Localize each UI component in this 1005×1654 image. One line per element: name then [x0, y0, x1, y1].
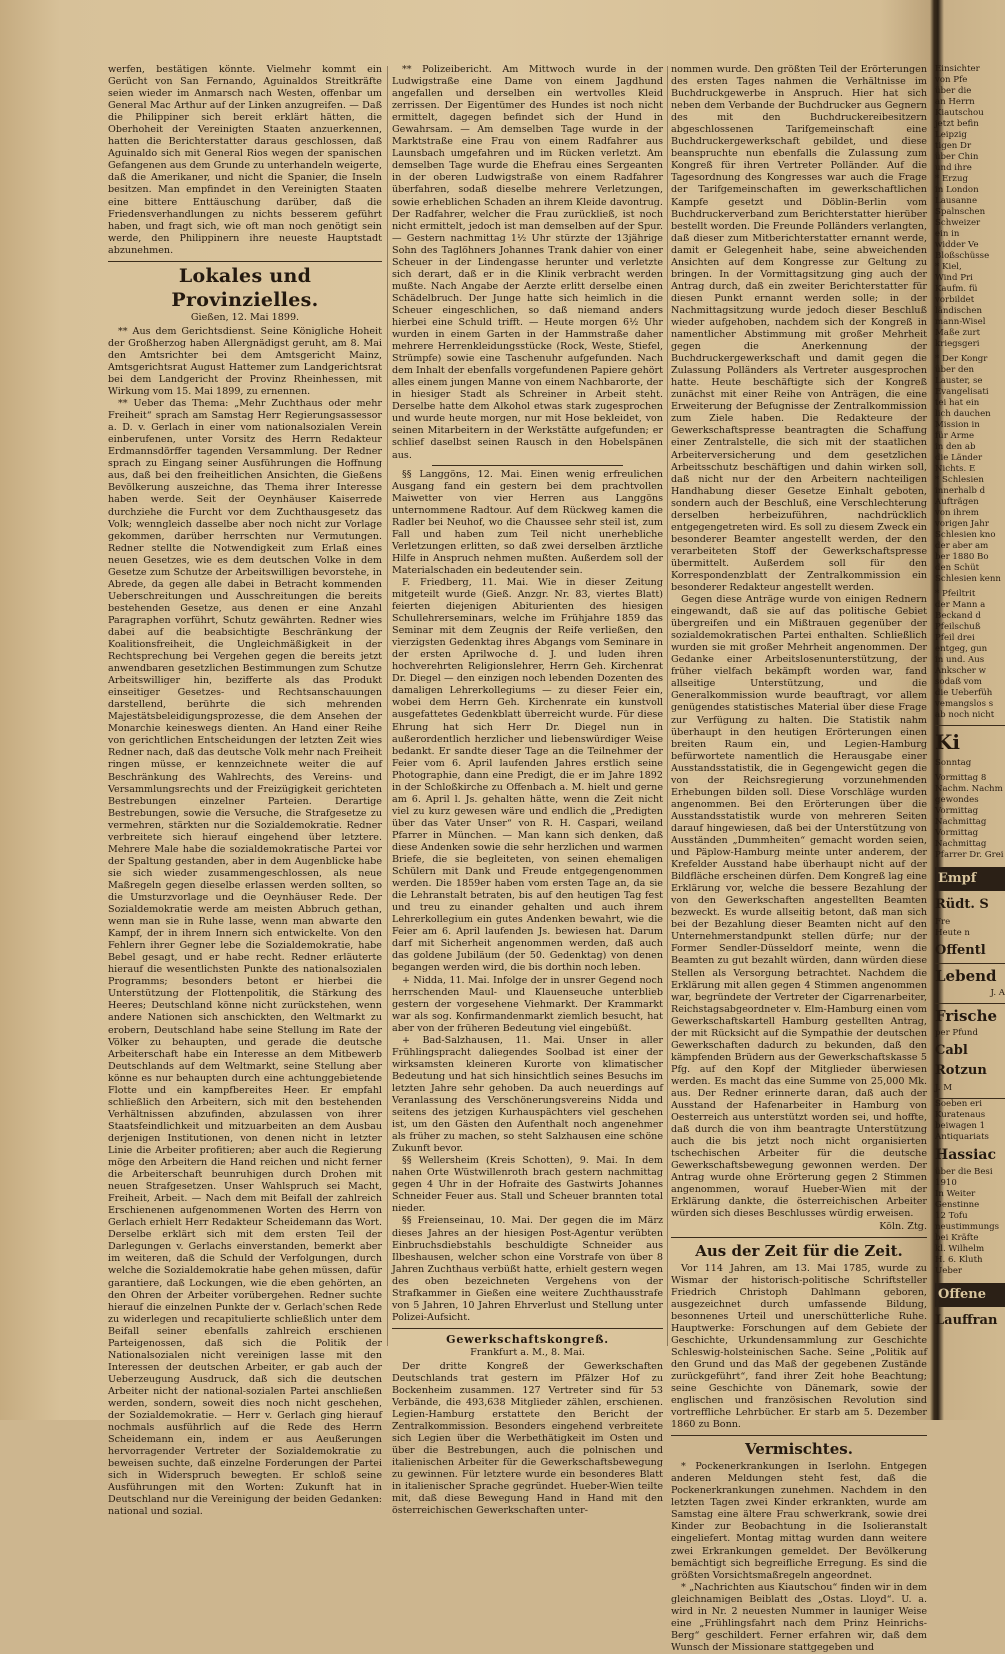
section-heading-local: Lokales und Provinzielles. [171, 264, 319, 311]
fragment-line: * Der Kongr [935, 354, 988, 364]
fragment-line: Mission in [935, 420, 980, 430]
article-kiautschou: * „Nachrichten aus Kiautschou“ finden wir in dem gleichnamigen Beiblatt des „Ostas. Lloyd“. U. a. wird in Nr. 2 neuesten Nummer in launiger Weise eine „Frühlingsfahrt nach dem Prinz Heinrichs-Berg“ geschildert. Ferner erfahren wir, daß dem Wunsch der Missionare stattgegeben und [671, 1581, 927, 1653]
fragment-line: lich dauchen [935, 409, 991, 419]
masthead-sub-fragment: Sonntag [935, 758, 972, 768]
fragment-line: Kuratenaus [935, 1110, 986, 1120]
fragment-line: * Kiel, [935, 262, 962, 272]
ad-fragment: Lebend [935, 967, 997, 985]
dateline-giessen: Gießen, 12. Mai 1899. [190, 311, 300, 323]
fragment-line: Nachmittag [935, 839, 987, 849]
article-nidda: + Nidda, 11. Mai. Infolge der in unsrer Gegend noch herrschenden Maul- und Klauenseuche unterblieb gestern der vorgesehene Viehmarkt. Der Krammarkt war als sog. Konfirmandenmarkt ziemlich besucht, hat aber von der früheren Bedeutung viel eingebüßt. [392, 974, 663, 1034]
article-gewerkschaftskongress-part2: Gegen diese Anträge wurde von einigen Rednern eingewandt, daß sie auf das politische Gebiet übergreifen und ein Mißtrauen gegenüber der sozialdemokratischen Partei enthalten. Schließlich wurden sie mit großer Mehrheit angenommen. Der Gedanke einer Arbeitslosenunterstützung, der früher vielfach bekämpft worden war, fand allseitige Unterstützung, und die Generalkommission wurde beauftragt, vor allem genügendes statistisches Material über diese Frage zur Verfügung zu halten. Die Statistik nahm überhaupt in den heutigen Erörterungen einen breiten Raum ein, und Legien-Hamburg befürwortete namentlich die Herausgabe einer Ausstandsstatistik, die in Gegengewicht gegen die von der Reichsregierung vorzunehmenden Erhebungen bilden soll. Diese Vorschläge wurden angenommen. Bei den Erörterungen über die Ausstandsstatistik wurde von mehreren Seiten darauf hingewiesen, daß bei der Unterstützung von Ausständen „Dummheiten“ gemacht worden seien, und Päplow-Hamburg meinte unter anderem, der Krefelder Ausstand habe überhaupt nicht auf der Bildfläche erscheinen dürfen. Dem Kongreß lag eine Erklärung vor, welche die bessere Bezahlung der von den Gewerkschaften angestellten Beamten bezweckt. Es wurde allseitig betont, daß man sich bei der Bezahlung dieser Beamten nicht auf den Unternehmerstandpunkt stellen dürfe; nur der Former Sendler-Düsseldorf meinte, wenn die Beamten zu gut bezahlt würden, dann würden diese Stellen als Versorgung betrachtet. Nachdem die Erklärung mit allen gegen 4 Stimmen angenommen war, begründete der Vertreter der Cigarrenarbeiter, Reichstagsabgeordneter v. Elm-Hamburg einen vom Gewerkschaftskartell Hamburg gestellten Antrag, der mit Rücksicht auf die Sympathie der deutschen Gewerkschaften dadurch zu bekunden, daß den kämpfenden Brüdern aus der Gewerkschaftskasse 5 Pfg. auf den Kopf der Mitglieder überwiesen werden. Es macht das eine Summe von 25,000 Mk. aus. Der Redner erinnerte daran, daß auch der Ausstand der Hafenarbeiter in Hamburg von Oesterreich aus unterstützt worden sei, und hoffte, daß durch die von ihm beantragte Unterstützung auch die bis jetzt noch nicht organisierten tschechischen Arbeiter für die deutsche Gewerkschaftsbewegung gewonnen werden. Der Antrag wurde ohne Erörterung gegen 2 Stimmen angenommen, worauf Hueber-Wien mit der Erklärung dankte, die österreichischen Arbeiter würden sich dieses Beschlusses würdig erweisen. [671, 594, 927, 1220]
fragment-line: ländischen [935, 306, 983, 316]
fragment-line: Genstinne [935, 1200, 980, 1210]
section-heading-gewerkschaftskongress: Gewerkschaftskongreß. [446, 1332, 609, 1346]
fragment-line: In Weiter [935, 1189, 976, 1199]
fragment-line: * Schlesien [935, 475, 984, 485]
fragment-line: bei Kräfte [935, 1233, 979, 1243]
ad-fragment: Frische [935, 1007, 998, 1025]
fragment-line: von ihrem [935, 508, 979, 518]
fragment-line: kriegsgeri [935, 339, 980, 349]
fragment-line: 12 Tofu [935, 1211, 968, 1221]
fragment-line: Schweizer [935, 218, 981, 228]
fragment-line: den Schüt [935, 563, 980, 573]
fragment-line: Kiautschou [935, 108, 984, 118]
fragment-line: Lauster, se [935, 376, 983, 386]
fragment-line: Vormittag [935, 828, 979, 838]
fragment-line: Maße zurt [935, 328, 981, 338]
fragment-line: * Pfeiltrit [935, 589, 976, 599]
section-rule [935, 1003, 1005, 1004]
fragment-line: Wind Pri [935, 273, 973, 283]
fragment-lines [935, 64, 1005, 350]
fragment-line: Nachmittag [935, 817, 987, 827]
fragment-line: Lausanne [935, 196, 978, 206]
fragment-line: innerhalb d [935, 486, 986, 496]
fragment-line: Vormittag 8 [935, 773, 987, 783]
article-gewerkschaftskongress-continued: nommen wurde. Den größten Teil der Erörterungen des ersten Tages nahmen die Verhältnisse im Buchdruckgewerbe in Anspruch. Hier hat sich neben dem Verbande der Buchdrucker aus Gegnern des mit den Buchdruckereibesitzern abgeschlossenen Tarifgemeinschaft eine Buchdruckergewerkschaft gebildet, und diese beanspruchte nun ebenfalls die Zulassung zum Kongreß für ihren Vertreter Polländer. Auf die Tagesordnung des Kongresses war auch die Frage der Tarifgemeinschaften im gewerkschaftlichen Kampfe gesetzt und Döblin-Berlin vom Buchdruckerverband zum Berichterstatter hierüber bestellt worden. Die Freunde Polländers verlangten, daß dieser zum Mitberichterstatter ernannt werde, damit er Gelegenheit habe, seine abweichenden Ansichten auf dem Kongresse zur Geltung zu bringen. In der Vormittagsitzung ging auch der Antrag durch, daß ein zweiter Berichterstatter für diesen Punkt ernannt werden solle; in der Nachmittagsitzung wurde jedoch dieser Beschluß wieder aufgehoben, nachdem sich der Kongreß in namentlicher Abstimmung mit großer Mehrheit gegen die Anerkennung der Buchdruckergewerkschaft und damit gegen die Zulassung Polländers als Vertreter ausgesprochen hatte. Heute beschäftigte sich der Kongreß zunächst mit einer Reihe von Anträgen, die eine Erweiterung der Befugnisse der Zentralkommission zum Ziele haben. Die Redakteure der Gewerkschaftspresse beantragten die Schaffung einer Zentralstelle, die sich mit der staatlichen Arbeiterversicherung und dem gesetzlichen Arbeitsschutz beschäftigen und dahin wirken soll, daß nicht nur der den Arbeitern nachteiligen Handhabung dieser Gesetze Einhalt geboten, sondern auch der Beschluß, eine Verschlechterung derselben herbeizuführen, nachdrücklich entgegengetreten wird. Es soll zu diesem Zweck ein besonderer Beamter angestellt werden, der den verarbeiteten Stoff der Gewerkschaftspresse übermittelt. Außerdem soll für den Korrespondenzblatt der Zentralkommission ein besonderer Redakteur angestellt werden. [671, 64, 927, 594]
fragment-line: 1910 [935, 1178, 957, 1188]
fragment-line: kl. Wilhelm [935, 1244, 985, 1254]
fragment-lines [935, 773, 1005, 861]
section-rule [935, 963, 1005, 964]
fragment-line: H. 6. Kluth [935, 1255, 983, 1265]
fragment-lines [935, 1099, 1005, 1143]
section-rule [935, 725, 1005, 726]
section-rule [671, 1237, 927, 1238]
fragment-line: in und. Aus [935, 655, 985, 665]
fragment-line: Bloßschüsse [935, 251, 990, 261]
article-pocken-iserlohn: * Pockenerkrankungen in Iserlohn. Entgegen anderen Meldungen steht fest, daß die Pockenerkrankungen zunehmen. Nachdem in den letzten Tagen zwei Kinder erkrankten, wurde am Samstag eine ältere Frau schwerkrank, sowie drei Kinder zur Beobachtung in die Isolieranstalt eingeliefert. Montag mittag wurden dann weitere zwei Erkrankungen gemeldet. Der Bevölkerung bemächtigt sich begreifliche Erregung. Es sind die größten Vorsichtsmaßregeln angeordnet. [671, 1461, 927, 1581]
fragment-line: Kaufm. fü [935, 284, 978, 294]
article-polizeibericht: ** Polizeibericht. Am Mittwoch wurde in der Ludwigstraße eine Dame von einem Jagdhund angefallen und derselben ein wertvolles Kleid zerrissen. Der Eigentümer des Hundes ist noch nicht ermittelt, dagegen befindet sich der Hund in Gewahrsam. — Am demselben Tage wurde in der Marktstraße eine Frau von einem Radfahrer aus Launsbach umgefahren und im Rücken verletzt. Am demselben Tage wurde die Ehefrau eines Sergeanten in der oberen Ludwigstraße von einem Radfahrer überfahren, sodaß dieselbe mehrere Verletzungen, sowie erheblichen Schaden an ihrem Kleide davontrug. Der Radfahrer, welcher die Frau zurückließ, ist noch nicht ermittelt, jedoch ist man demselben auf der Spur. — Gestern nachmittag 1½ Uhr stürzte der 13jährige Sohn des Taglöhners Johannes Trank dahier von einer Scheuer in der Lindengasse herunter und verletzte sich derart, daß er in die Klinik verbracht werden mußte. Nach Angabe der Aerzte erlitt derselbe einen Schädelbruch. Der Junge hatte sich heimlich in die Scheuer eingeschlichen, so daß niemand anders hierbei eine Schuld trifft. — Heute morgen 6½ Uhr wurden in einem Garten in der Hammstraße daher mehrere Herrenkleidungsstücke (Rock, Weste, Stiefel, Strümpfe) sowie eine Taschenuhr aufgefunden. Nach dem Inhalt der ebenfalls vorgefundenen Papiere gehört alles einem jungen Manne von einem Nachbarorte, der in hiesiger Stadt als Schreiner in Arbeit steht. Derselbe hatte dem Alkohol etwas stark zugesprochen und wurde heute morgen, nur mit Hose bekleidet, von seinen Mitarbeitern in der Werkstätte aufgefunden; er schlief daselbst seinen Rausch in den Hobelspänen aus. [392, 64, 663, 461]
fragment-line: Nichts. E [935, 464, 976, 474]
fragment-line: über Chin [935, 152, 979, 162]
ad-box-empf: Empf [935, 867, 1005, 891]
fragment-line: gewondes [935, 795, 979, 805]
fragment-line: von Pfe [935, 75, 968, 85]
fragment-lines [935, 354, 1005, 585]
fragment-line: Evangelisati [935, 387, 989, 397]
fragment-line: Soeben eri [935, 1099, 982, 1109]
fragment-line: Pfeil drei [935, 633, 975, 643]
article-dahlmann: Vor 114 Jahren, am 13. Mai 1785, wurde zu Wismar der historisch-politische Schriftsteller Friedrich Christoph Dahlmann geboren, ausgezeichnet durch umfassende Bildung, besonnenes Urteil und unerschütterliche Ruhe. Hauptwerke: Forschungen auf dem Gebiete der Geschichte, Urkundensammlung zur Geschichte Schleswig-holsteinischen Sache. Seine „Politik auf den Grund und das Maß der gegebenen Zustände zurückgeführt“, fand ihrer Zeit hohe Beachtung; seine Geschichte von Dänemark, sowie der englischen und französischen Revolution sind vortreffliche Lehrbücher. Er starb am 5. Dezember 1860 zu Bonn. [671, 1262, 927, 1431]
column-rule [387, 66, 388, 1346]
fragment-line: für Arme [935, 431, 975, 441]
column-1 [108, 64, 382, 1518]
fragment-line: entgeg, gun [935, 644, 988, 654]
masthead-fragment: Ki [935, 730, 960, 754]
article-rule [432, 465, 623, 466]
ad-fragment: per Pfund [935, 1028, 978, 1038]
fragment-line: ein in [935, 229, 960, 239]
fragment-line: an Herrn [935, 97, 975, 107]
fragment-line: Pfarrer Dr. Grei [935, 850, 1004, 860]
fragment-line: beiwagen 1 [935, 1121, 986, 1131]
fragment-line: Pfeilschuß [935, 622, 981, 632]
source-credit: Köln. Ztg. [879, 1220, 927, 1232]
ad-fragment: J. A [990, 988, 1005, 998]
fragment-line: jetzt befin [935, 119, 979, 129]
fragment-line: über die Besi [935, 1167, 993, 1177]
fragment-lines [935, 1167, 1005, 1277]
fragment-line: die Ueberfüh [935, 688, 993, 698]
column-2 [392, 64, 663, 1517]
fragment-line: Beckand d [935, 611, 981, 621]
column-3 [671, 64, 927, 1653]
ad-fragment: Fre [935, 917, 951, 927]
fragment-line: Nachm. Nachm [935, 784, 1003, 794]
ad-fragment: Lauffran [935, 1313, 998, 1328]
fragment-line: Aufträgen [935, 497, 979, 507]
fragment-line: widder Ve [935, 240, 979, 250]
section-rule [108, 261, 382, 262]
fragment-line: Schlesien kenn [935, 574, 1001, 584]
ad-fragment: Hassiac [935, 1147, 996, 1163]
fragment-line: mann-Wisel [935, 317, 986, 327]
fragment-line: in London [935, 185, 979, 195]
article-zuchthaus-freiheit: ** Ueber das Thema: „Mehr Zuchthaus oder mehr Freiheit“ sprach am Samstag Herr Regierungsassessor a. D. v. Gerlach in einer vom nationalsozialen Verein einberufenen, unter Vorsitz des Herrn Redakteur Erdmannsdörffer tagenden Versammlung. Der Redner sprach zu Eingang seiner Ausführungen die Hoffnung aus, daß bei den freiheitlichen Ansichten, die Gießens Bevölkerung auszeichne, das Thema ihrer Interesse haben werde. Seit der Oeynhäuser Kaiserrede durchziehe die Furcht vor dem Zuchthausgesetz das Volk; wenngleich dasselbe aber noch nicht zur Vorlage gekommen, darüber herrschten nur Vermutungen. Redner stellte die Notwendigkeit zum Erlaß eines neuen Gesetzes, wie es dem deutschen Volke in dem Gesetze zum Schutze der Arbeitswilligen bevorstehe, in Abrede, da gegen alle dabei in Betracht kommenden Ueberschreitungen und Ausschreitungen die bereits bestehenden Gesetze, aus denen er eine Anzahl Paragraphen vorführt, Schutz gewährten. Redner wies dabei auf die beabsichtigte Beschränkung der Koalitionsfreiheit, die Ungleichmäßigkeit in der Rechtsprechung bei Vergehen gegen die bereits jetzt anwendbaren gesetzlichen Bestimmungen zum Schutze Arbeitswilliger hin, bezifferte als das Produkt einseitiger Gesetzes- und Rechtsanschauungen darstellend, berührte die sich mehrenden Majestätsbeleidigungsprozesse, die dem Ansehen der Monarchie keineswegs dienten. An Hand einer Reihe von gerichtlichen Entscheidungen der letzten Zeit wies Redner nach, daß das deutsche Volk mehr nach Freiheit ringen müsse, er kennzeichnete weiter die auf Beschränkung des Wahlrechts, des Vereins- und Versammlungsrechts und der Freizügigkeit gerichteten Bestrebungen einzelner Parteien. Derartige Bestrebungen, sowie die Versuche, die Strafgesetze zu vermehren, stärkten nur die Sozialdemokratie. Redner verbreitete sich hierauf eingehend über letztere. Mehrere Male habe die sozialdemokratische Partei vor der Spaltung gestanden, aber in dem Augenblicke habe sie sich wieder zusammengeschlossen, als neue Maßregeln gegen dieselbe erlassen werden sollten, so die Umsturzvorlage und die Oeynhäuser Rede. Der Sozialdemokratie werde am meisten Abbruch gethan, wenn man sie in Ruhe lasse, wenn man abwarte den Kampf, der in ihrem Innern sich entwickelte. Von den Fehlern ihrer Gegner lebe die Sozialdemokratie, habe Bebel gesagt, und er habe recht. Redner erläuterte hierauf die wesentlichsten Punkte des nationalsozialen Programms; besonders betont er hierbei die Unterstützung der Flottenpolitik, die Stärkung des Heeres; Deutschland könne nicht zurückstehen, wenn andere Nationen sich anschickten, den Weltmarkt zu erobern, Deutschland habe seine Stellung im Rate der Völker zu behaupten, und gerade die deutsche Arbeiterschaft habe ein Interesse an dem Mitbewerb Deutschlands auf dem Weltmarkt, seine Stellung aber könne es nur behaupten durch eine achtunggebietende Flotte und ein kampfbereites Heer. Er empfahl schließlich den Arbeitern, sich mit den bestehenden Verhältnissen abzufinden, abzulassen von ihrer Staatsfeindlichkeit und mitzuarbeiten an dem Ausbau derjenigen Institutionen, von denen nicht in letzter Linie die Arbeiter profitieren; aber auch die Regierung möge den Arbeitern die Hand reichen und nicht ferner die Arbeiterschaft beunruhigen durch Drohen mit neuen Strafgesetzen. Unser Wahlspruch sei Macht, Freiheit, Arbeit. — Nach dem mit Beifall der zahlreich Erschienenen aufgenommenen Worten des Herrn von Gerlach erhielt Herr Redakteur Scheidemann das Wort. Derselbe erklärt sich mit dem ersten Teil der Darlegungen v. Gerlachs einverstanden, bemerkt aber im weiteren, daß die Schuld der Verfolgungen, durch welche die Sozialdemokratie habe gehen müssen, dafür garantiere, daß Lockungen, wie die eben gehörten, an den Ohren der Arbeiter vorübergehen. Redner suchte hierauf die einzelnen Punkte der v. Gerlach'schen Rede zu widerlegen und recapitulierte schließlich unter dem Beifall seiner ebenfalls zahlreich erschienen Parteigenossen, daß sich die Politik der Nationalsozialen nicht vereinigen lasse mit den Interessen der deutschen Arbeiter, er gab auch der Ueberzeugung Ausdruck, daß sich die deutschen Arbeiter nicht der national-sozialen Partei anschließen werden, sondern, soweit dies noch nicht geschehen, der Sozialdemokratie. — Herr v. Gerlach ging hierauf nochmals ausführlich auf die Rede des Herrn Scheidemann ein, indem er aus Aeußerungen hervorragender Vertreter der Sozialdemokratie zu beweisen suchte, daß einzelne Forderungen der Partei sich in Widerspruch bewegten. Er schloß seine Ausführungen mit den Worten: Zukunft hat in Deutschland nur die Vereinigung der beiden Gedanken: national und sozial. [108, 398, 382, 1518]
fragment-line: Ankscher w [935, 666, 986, 676]
fragment-line: der aber am [935, 541, 989, 551]
ad-box-offene: Offene [935, 1283, 1005, 1307]
column-4-adjacent-page [935, 64, 1005, 1364]
fragment-line: * Erzug [935, 174, 968, 184]
fragment-line: ber 1880 Bo [935, 552, 989, 562]
fragment-line: tei hat ein [935, 398, 980, 408]
column-rule [667, 66, 668, 1346]
section-heading-zeit: Aus der Zeit für die Zeit. [695, 1241, 903, 1260]
fragment-lines [935, 589, 1005, 721]
ad-fragment: Rotzun [935, 1063, 987, 1078]
section-rule [671, 1435, 927, 1436]
ad-fragment: Cabl [935, 1043, 968, 1058]
article-bad-salzhausen: + Bad-Salzhausen, 11. Mai. Unser in aller Frühlingspracht daliegendes Soolbad ist einer der wirksamsten kleineren Kurorte von klimatischer Bedeutung und hat sich hinsichtlich seines Besuchs im letzten Jahre sehr gehoben. Da auch neuerdings auf Veranlassung des Verschönerungsvereins Nidda und seitens des jetzigen Kurhauspächters viel geschehen ist, um den Gästen den Aufenthalt noch angenehmer als früher zu machen, so steht Salzhausen eine schöne Zukunft bevor. [392, 1034, 663, 1155]
article-gewerkschaftskongress: Der dritte Kongreß der Gewerkschaften Deutschlands trat gestern im Pfälzer Hof zu Bockenheim zusammen. 127 Vertreter sind für 53 Verbände, die 493,638 Mitglieder zählen, erschienen. Legien-Hamburg erstattete den Bericht der Zentralkommission. Besonders eingehend verbreitete sich Legien über die Werbethätigkeit im Osten und über die Bestrebungen, auch die polnischen und italienischen Arbeiter für die Gewerkschaftsbewegung zu gewinnen. Für letztere wurde ein besonderes Blatt in italienischer Sprache gegründet. Hueber-Wien teilte mit, daß diese Bewegung Hand in Hand mit den österreichischen Gewerkschaften unter- [392, 1360, 663, 1517]
fragment-line: neustimmungs [935, 1222, 1000, 1232]
fragment-line: tigen Dr [935, 141, 972, 151]
dateline-frankfurt: Frankfurt a. M., 8. Mai. [470, 1346, 585, 1358]
fragment-line: vemangslos s [935, 699, 994, 709]
fragment-line: Leipzig [935, 130, 967, 140]
article-philippines-continued: werfen, bestätigen könnte. Vielmehr kommt ein Gerücht von San Fernando, Aguinaldos Streitkräfte seien wieder im Anmarsch nach Westen, offenbar um General Mac Arthur auf der Linken anzugreifen. — Daß die Philippiner sich bereit erklärt hätten, die Oberhoheit der Vereinigten Staaten anzuerkennen, hatten die Berichterstatter daraus geschlossen, daß Aguinaldo sich mit General Rios wegen der spanischen Gefangenen aus dem Grunde zu unterhandeln weigerte, daß die Amerikaner, und nicht die Spanier, die Inseln besitzen. Man empfindet in den Vereinigten Staaten eine bittere Enttäuschung darüber, daß die Friedensverhandlungen zu nichts besserem geführt haben, und fragt sich, wie oft man noch genötigt sein werde, den Philippinern ihre neueste Hauptstadt abzunehmen. [108, 64, 382, 256]
fragment-line: Ueber [935, 1266, 963, 1276]
fragment-line: sodaß vom [935, 677, 982, 687]
article-freienseinau: §§ Freienseinau, 10. Mai. Der gegen die im März dieses Jahres an der hiesigen Post-Agentur verübten Einbruchsdiebstahls beschuldigte Schneider aus Ilbeshausen, welcher schon eine Vorstrafe von über 8 Jahren Zuchthaus verbüßt hatte, erhielt gestern wegen des oben bezeichneten Vergehens von der Strafkammer in Gießen eine weitere Zuchthausstrafe von 5 Jahren, 10 Jahren Ehrverlust und Stellung unter Polizei-Aufsicht. [392, 1215, 663, 1323]
ad-fragment: Rüdt. S [935, 897, 989, 912]
ad-fragment: Heute n [935, 928, 970, 938]
fragment-line: Spalnschen [935, 207, 986, 217]
fragment-line: in den ab [935, 442, 976, 452]
article-gerichtsdienst: ** Aus dem Gerichtsdienst. Seine Königliche Hoheit der Großherzog haben Allergnädigst geruht, am 8. Mai den Amtsrichter bei dem Amtsgericht Mainz, Amtsgerichtsrat August Hattemer zum Landgerichtsrat bei dem Landgericht der Provinz Rheinhessen, mit Wirkung vom 15. Mai 1899, zu ernennen. [108, 325, 382, 398]
section-heading-vermischtes: Vermischtes. [745, 1440, 853, 1459]
article-friedberg: F. Friedberg, 11. Mai. Wie in dieser Zeitung mitgeteilt wurde (Gieß. Anzgr. Nr. 83, viertes Blatt) feierten diejenigen Abiturienten des hiesigen Schullehrerseminars, welche im Frühjahre 1859 das Seminar mit dem Zeugnis der Reife verließen, den vierzigsten Gedenktag ihres Abgangs vom Seminare in der ersten Aprilwoche d. J. und luden ihren hochverehrten Religionslehrer, Herrn Geh. Kirchenrat Dr. Diegel — den einzigen noch lebenden Dozenten des damaligen Lehrerkollegiums — zu dieser Feier ein, wobei dem Herrn Geh. Kirchenrate ein kunstvoll ausgefattetes Gedenkblatt überreicht wurde. Für diese Ehrung hat sich Herr Dr. Diegel nun in außerordentlich herzlicher und liebenswürdiger Weise bedankt. Er sandte dieser Tage an die Teilnehmer der Feier vom 6. April laufenden Jahres erstlich seine Photographie, dann eine Predigt, die er im Jahre 1892 in der Schloßkirche zu Offenbach a. M. hielt und gerne am 6. April l. Js. gehalten hätte, wenn die Zeit nicht viel zu kurz gewesen wäre und endlich die „Predigten über das Vater Unser“ von R. H. Caspari, weiland Pfarrer in München. — Man kann sich denken, daß diese Andenken sowie die sehr herzlichen und warmen Briefe, die sie begleiteten, von seinen ehemaligen Schülern mit Dank und Freude entgegengenommen werden. Die 1859er haben vom ersten Tage an, da sie die Lehranstalt betraten, bis auf den heutigen Tag fest und treu zu einander gehalten und auch ihrem Lehrerkollegium ein gutes Andenken bewahrt, wie die Feier am 6. April laufenden Js. bewiesen hat. Darum darf mit Sicherheit angenommen werden, daß auch das goldene Jubiläum (der 50. Gedenktag) von denen begangen werden wird, die bis dorthin noch leben. [392, 576, 663, 974]
fragment-line: und ihre [935, 163, 972, 173]
fragment-line: über die [935, 86, 972, 96]
fragment-line: Schlesien kno [935, 530, 996, 540]
fragment-line: der Mann a [935, 600, 986, 610]
ad-fragment: J. M [935, 1083, 953, 1093]
fragment-line: Antiquariats [935, 1132, 989, 1142]
fragment-line: die Länder [935, 453, 983, 463]
article-langgoens: §§ Langgöns, 12. Mai. Einen wenig erfreulichen Ausgang fand ein gestern bei dem prachtvollen Maiwetter von vier Herren aus Langgöns unternommene Radtour. Auf dem Rückweg kamen die Radler bei Neuhof, wo die Chaussee sehr steil ist, zum Fall und haben zum Teil nicht unerhebliche Verletzungen erlitten, so daß zwei derselben ärztliche Hilfe in Anspruch nehmen mußten. Außerdem soll der Materialschaden ein bedeutender sein. [392, 468, 663, 576]
fragment-line: ab noch nicht [935, 710, 995, 720]
fragment-line: vorbildet [935, 295, 975, 305]
fragment-line: Einsichter [935, 64, 980, 74]
fragment-line: vorigen Jahr [935, 519, 989, 529]
section-rule [392, 1328, 663, 1329]
article-wellersheim: §§ Wellersheim (Kreis Schotten), 9. Mai. In dem nahen Orte Wüstwillenroth brach gestern nachmittag gegen 4 Uhr in der Hofraite des Gastwirts Johannes Schneider Feuer aus. Stall und Scheuer brannten total nieder. [392, 1155, 663, 1215]
fragment-line: Vormittag [935, 806, 979, 816]
fragment-line: über den [935, 365, 975, 375]
ad-fragment: Offentl [935, 943, 986, 958]
